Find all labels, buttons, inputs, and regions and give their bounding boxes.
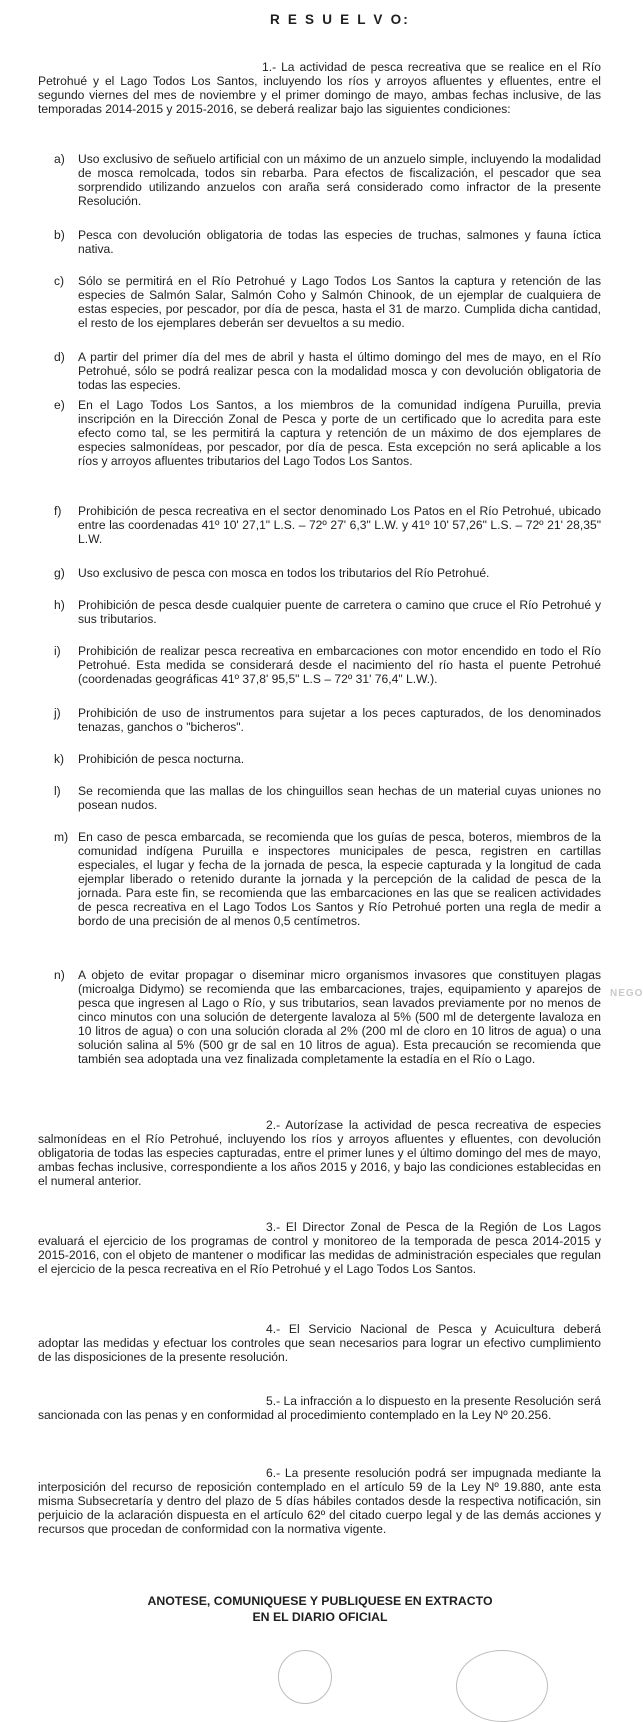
condition-label: a) xyxy=(54,152,65,166)
condition-text: Uso exclusivo de pesca con mosca en todos los tributarios del Río Petrohué. xyxy=(78,566,490,580)
condition-item-c xyxy=(54,274,601,330)
condition-item-d xyxy=(54,350,601,392)
seal-icon xyxy=(278,1650,332,1704)
condition-text: A partir del primer día del mes de abril y hasta el último domingo del mes de mayo, en el Río Petrohué, sólo se podrá realizar pesca con la modalidad mosca y con devolución obligatoria de todas las especies. xyxy=(78,350,601,392)
condition-label: m) xyxy=(54,830,69,844)
condition-label: g) xyxy=(54,566,65,580)
condition-text: Pesca con devolución obligatoria de todas las especies de truchas, salmones y fauna íctica nativa. xyxy=(78,228,601,256)
condition-label: i) xyxy=(54,644,61,658)
condition-label: c) xyxy=(54,274,65,288)
condition-item-h xyxy=(54,598,601,626)
condition-text: Prohibición de realizar pesca recreativa en embarcaciones con motor encendido en todo el Río Petrohué. Esta medida se considerará desde el nacimiento del río hasta el puente Petrohué (coordenadas geográficas 41º 37,8' 95,5" L.S – 72º 31' 76,4" L.W.). xyxy=(78,644,601,686)
seal-icon xyxy=(456,1650,548,1722)
condition-item-m xyxy=(54,830,601,928)
closing-line-1: ANOTESE, COMUNIQUESE Y PUBLIQUESE EN EXTRACTO xyxy=(147,1594,493,1608)
article-6: 6.- La presente resolución podrá ser impugnada mediante la interposición del recurso de reposición contemplado en el artículo 59 de la Ley Nº 19.880, ante esta misma Subsecretaría y dentro del plazo de 5 días hábiles contados desde la respectiva notificación, sin perjuicio de la aclaración dispuesta en el artículo 62º del citado cuerpo legal y de las demás acciones y recursos que procedan de conformidad con la normativa vigente. xyxy=(38,1466,601,1536)
article-1-intro: 1.- La actividad de pesca recreativa que se realice en el Río Petrohué y el Lago Todos Los Santos, incluyendo los ríos y arroyos afluentes y efluentes, entre el segundo viernes del mes de noviembre y el primer domingo de mayo, ambas fechas inclusive, de las temporadas 2014-2015 y 2015-2016, se deberá realizar bajo las siguientes condiciones: xyxy=(38,60,601,116)
condition-item-l xyxy=(54,784,601,812)
condition-text: Se recomienda que las mallas de los chinguillos sean hechas de un material cuyas uniones no posean nudos. xyxy=(78,784,601,812)
condition-item-j xyxy=(54,706,601,734)
article-3: 3.- El Director Zonal de Pesca de la Región de Los Lagos evaluará el ejercicio de los programas de control y monitoreo de la temporada de pesca 2014-2015 y 2015-2016, con el objeto de mantener o modificar las medidas de administración especiales que regulan el ejercicio de la pesca recreativa en el Río Petrohué y el Lago Todos Los Santos. xyxy=(38,1220,601,1276)
condition-label: j) xyxy=(54,706,61,720)
condition-item-f xyxy=(54,504,601,546)
resolution-heading: R E S U E L V O: xyxy=(270,12,410,27)
condition-item-k xyxy=(54,752,601,766)
condition-label: l) xyxy=(54,784,61,798)
condition-text: Prohibición de pesca nocturna. xyxy=(78,752,245,766)
condition-text: Uso exclusivo de señuelo artificial con un máximo de un anzuelo simple, incluyendo la modalidad de mosca remolcada, todos sin rebarba. Para efectos de fiscalización, el pescador que sea sorprendido utilizando anzuelos con araña será considerado como infractor de la presente Resolución. xyxy=(78,152,601,208)
condition-label: n) xyxy=(54,968,65,982)
condition-label: h) xyxy=(54,598,65,612)
condition-text: Prohibición de uso de instrumentos para sujetar a los peces capturados, de los denominados tenazas, ganchos o "bicheros". xyxy=(78,706,601,734)
condition-item-g xyxy=(54,566,601,580)
condition-item-i xyxy=(54,644,601,686)
condition-text: En el Lago Todos Los Santos, a los miembros de la comunidad indígena Puruilla, previa inscripción en la Dirección Zonal de Pesca y porte de un certificado que lo acredita para este efecto como tal, se les permitirá la captura y retención de un máximo de dos ejemplares de especies salmonídeas, por pescador, por día de pesca. Esta excepción no será aplicable a los ríos y arroyos afluentes tributarios del Lago Todos Los Santos. xyxy=(78,398,601,468)
condition-text: Sólo se permitirá en el Río Petrohué y Lago Todos Los Santos la captura y retención de las especies de Salmón Salar, Salmón Coho y Salmón Chinook, de un ejemplar de cualquiera de estas especies, por pescador, por día de pesca, hasta el 31 de marzo. Cumplida dicha cantidad, el resto de los ejemplares deberán ser devueltos a su medio. xyxy=(78,274,601,330)
condition-item-e xyxy=(54,398,601,468)
condition-text: En caso de pesca embarcada, se recomienda que los guías de pesca, boteros, miembros de la comunidad indígena Puruilla e inspectores municipales de pesca, registren en cartillas especiales, el lugar y fecha de la jornada de pesca, la especie capturada y la longitud de cada ejemplar liberado o retenido durante la jornada y la percepción de la calidad de pesca de la jornada. Para este fin, se recomienda que las embarcaciones en las que se realicen actividades de pesca recreativa en el Lago Todos Los Santos y Río Petrohué porten una regla de medir a bordo de una precisión de al menos 0,5 centímetros. xyxy=(78,830,601,928)
condition-label: e) xyxy=(54,398,65,412)
condition-item-b xyxy=(54,228,601,256)
article-5: 5.- La infracción a lo dispuesto en la presente Resolución será sancionada con las penas y en conformidad al procedimiento contemplado en la Ley Nº 20.256. xyxy=(38,1394,601,1422)
article-4: 4.- El Servicio Nacional de Pesca y Acuicultura deberá adoptar las medidas y efectuar los controles que sean necesarios para lograr un efectivo cumplimiento de las disposiciones de la presente resolución. xyxy=(38,1322,601,1364)
stamp-mark: NEGO xyxy=(610,988,643,999)
condition-label: f) xyxy=(54,504,62,518)
condition-item-n xyxy=(54,968,601,1066)
condition-text: Prohibición de pesca recreativa en el sector denominado Los Patos en el Río Petrohué, ubicado entre las coordenadas 41º 10' 27,1" L.S. – 72º 27' 6,3" L.W. y 41º 10' 57,26" L.S. – 72º 21' 28,35" L.W. xyxy=(78,504,601,546)
condition-text: A objeto de evitar propagar o diseminar micro organismos invasores que constituyen plagas (microalga Didymo) se recomienda que las embarcaciones, trajes, equipamiento y aparejos de pesca que ingresen al Lago o Río, y sus tributarios, sean lavados previamente por no menos de cinco minutos con una solución de detergente lavaloza al 5% (500 ml de detergente lavaloza en 10 litros de agua) o con una solución clorada al 2% (200 ml de cloro en 10 litros de agua) o una solución salina al 5% (500 gr de sal en 10 litros de agua). Esta precaución se recomienda que también sea adoptada una vez finalizada completamente la estadía en el Río o Lago. xyxy=(78,968,601,1066)
condition-label: d) xyxy=(54,350,65,364)
condition-item-a xyxy=(54,152,601,208)
condition-text: Prohibición de pesca desde cualquier puente de carretera o camino que cruce el Río Petrohué y sus tributarios. xyxy=(78,598,601,626)
article-2: 2.- Autorízase la actividad de pesca recreativa de especies salmonídeas en el Río Petrohué, incluyendo los ríos y arroyos afluentes y efluentes, con devolución obligatoria de todas las especies capturadas, entre el primer lunes y el último domingo del mes de mayo, ambas fechas inclusive, correspondiente a los años 2015 y 2016, y bajo las condiciones establecidas en el numeral anterior. xyxy=(38,1118,601,1188)
condition-label: b) xyxy=(54,228,65,242)
closing-line-2: EN EL DIARIO OFICIAL xyxy=(252,1610,388,1624)
condition-label: k) xyxy=(54,752,65,766)
